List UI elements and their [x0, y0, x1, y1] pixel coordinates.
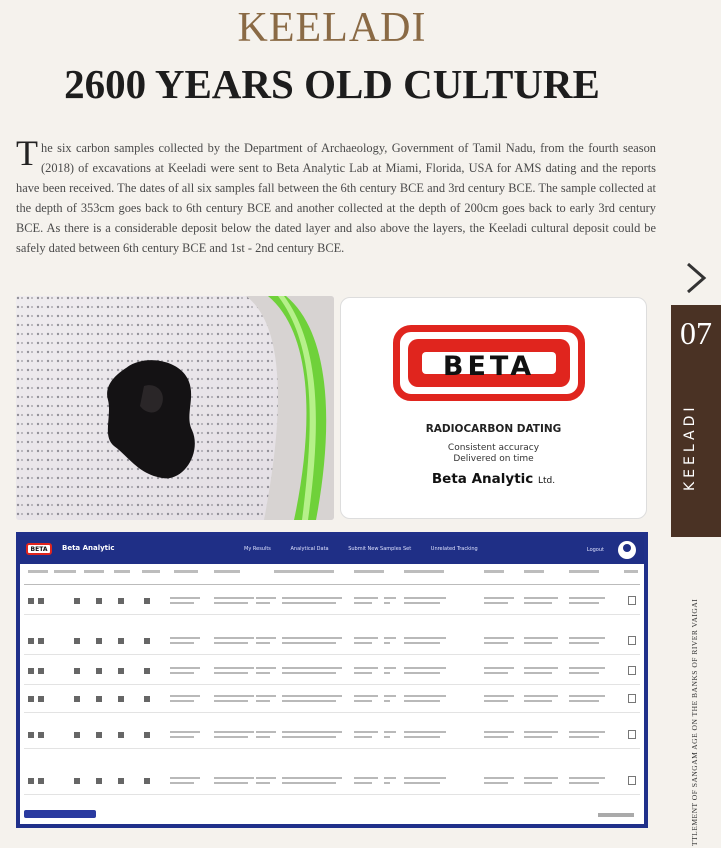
report-table-row: [24, 628, 640, 655]
row-cell: [404, 672, 440, 674]
row-cell: [214, 695, 254, 697]
row-icon: [96, 696, 102, 702]
row-cell: [484, 602, 508, 604]
service-label: RADIOCARBON DATING: [425, 423, 562, 435]
row-cell: [256, 782, 270, 784]
row-icon: [144, 778, 150, 784]
row-cell: [256, 642, 270, 644]
row-cell: [524, 642, 552, 644]
row-icon: [144, 598, 150, 604]
beta-report-screenshot: [16, 532, 648, 828]
row-cell: [484, 672, 508, 674]
row-cell: [484, 782, 508, 784]
row-cell: [282, 736, 336, 738]
report-table-row: [24, 658, 640, 685]
row-cell: [256, 597, 276, 599]
row-cell: [484, 667, 514, 669]
row-cell: [524, 637, 558, 639]
row-icon: [118, 668, 124, 674]
row-cell: [569, 642, 599, 644]
row-cell: [256, 602, 270, 604]
tagline: [341, 443, 646, 465]
row-cell: [214, 782, 248, 784]
row-cell: [484, 637, 514, 639]
report-action-button: [24, 810, 96, 818]
row-icon: [28, 668, 34, 674]
report-footer-link: [598, 813, 634, 817]
row-cell: [524, 602, 552, 604]
row-cell: [170, 637, 200, 639]
beta-logo-text: BETA: [422, 352, 556, 374]
row-cell: [524, 672, 552, 674]
beta-logo: [393, 325, 585, 401]
row-icon: [28, 778, 34, 784]
row-cell: [524, 736, 552, 738]
row-cell: [282, 597, 342, 599]
row-cell: [354, 602, 372, 604]
row-cell: [256, 695, 276, 697]
row-icon: [74, 598, 80, 604]
row-icon: [28, 696, 34, 702]
row-cell: [404, 597, 446, 599]
beta-analytic-logo-card: [340, 297, 647, 519]
row-cell: [484, 736, 508, 738]
row-cell: [256, 637, 276, 639]
report-table-row: [24, 768, 640, 795]
row-cell: [569, 731, 605, 733]
row-cell: [569, 597, 605, 599]
row-cell: [384, 672, 390, 674]
row-icon: [28, 638, 34, 644]
report-table-row: [24, 588, 640, 615]
row-cell: [354, 642, 372, 644]
excavation-sample-photo: [16, 296, 334, 520]
page-number: 07: [680, 315, 712, 351]
row-cell: [524, 782, 552, 784]
row-checkbox: [628, 730, 636, 739]
row-cell: [170, 695, 200, 697]
row-cell: [484, 597, 514, 599]
row-icon: [74, 732, 80, 738]
row-cell: [404, 667, 446, 669]
report-table-header: [24, 568, 640, 585]
row-cell: [170, 672, 194, 674]
row-cell: [282, 777, 342, 779]
report-nav-item: Analytical Data: [290, 546, 329, 552]
row-cell: [354, 597, 378, 599]
row-cell: [569, 777, 605, 779]
row-icon: [118, 638, 124, 644]
drop-cap: T: [16, 133, 38, 173]
row-cell: [282, 602, 336, 604]
row-cell: [524, 731, 558, 733]
row-cell: [524, 597, 558, 599]
row-cell: [384, 700, 390, 702]
row-cell: [524, 777, 558, 779]
row-cell: [484, 700, 508, 702]
company-suffix: Ltd.: [537, 476, 556, 486]
row-icon: [74, 668, 80, 674]
row-cell: [170, 597, 200, 599]
row-cell: [384, 642, 390, 644]
row-cell: [170, 731, 200, 733]
row-cell: [569, 700, 599, 702]
row-icon: [38, 732, 44, 738]
beta-logo-frame: [408, 339, 570, 387]
row-cell: [384, 736, 390, 738]
row-icon: [144, 696, 150, 702]
row-cell: [282, 642, 336, 644]
excavation-sample-image: [16, 296, 334, 520]
article-text: he six carbon samples collected by the Department of Archaeology, Government of Tamil Nadu, from the fourth season (2018) of excavations at Keeladi were sent to Beta Analytic Lab at Miami, Florida, USA for AMS dating and the reports have been received. The dates of all six samples fall between the 6th century BCE and 3rd century BCE. The sample collected at the depth of 353cm goes back to 6th century BCE and another collected at the depth of 200cm goes back to early 3rd century BCE. As there is a considerable deposit below the dated layer and also above the layers, the Keeladi cultural deposit could be safely dated between 6th century BCE and 1st - 2nd century BCE.: [16, 141, 656, 255]
row-cell: [404, 777, 446, 779]
report-brand: Beta Analytic: [62, 544, 115, 552]
row-cell: [256, 672, 270, 674]
report-header-bar: [20, 536, 644, 564]
report-nav: [244, 546, 496, 552]
company-name-text: Beta Analytic: [431, 471, 534, 487]
row-icon: [38, 696, 44, 702]
row-cell: [484, 642, 508, 644]
row-cell: [354, 667, 378, 669]
row-checkbox: [628, 776, 636, 785]
row-cell: [214, 637, 254, 639]
row-cell: [170, 700, 194, 702]
row-icon: [74, 638, 80, 644]
row-cell: [384, 782, 390, 784]
row-checkbox: [628, 666, 636, 675]
row-icon: [118, 732, 124, 738]
row-cell: [354, 777, 378, 779]
row-cell: [484, 777, 514, 779]
row-cell: [214, 777, 254, 779]
row-icon: [38, 598, 44, 604]
row-cell: [282, 695, 342, 697]
row-cell: [282, 782, 336, 784]
row-icon: [38, 638, 44, 644]
row-cell: [282, 637, 342, 639]
row-cell: [569, 637, 605, 639]
row-cell: [256, 777, 276, 779]
section-label: KEELADI: [682, 403, 698, 492]
row-cell: [282, 672, 336, 674]
row-icon: [96, 732, 102, 738]
row-cell: [404, 602, 440, 604]
row-icon: [144, 732, 150, 738]
row-cell: [354, 672, 372, 674]
row-cell: [354, 695, 378, 697]
user-avatar-icon: [618, 541, 636, 559]
row-cell: [214, 642, 248, 644]
row-icon: [118, 598, 124, 604]
row-cell: [569, 782, 599, 784]
row-checkbox: [628, 694, 636, 703]
side-caption: TTLEMENT OF SANGAM AGE ON THE BANKS OF RIVER VAIGAI: [690, 598, 699, 846]
row-cell: [170, 667, 200, 669]
row-cell: [214, 700, 248, 702]
page-subtitle: 2600 YEARS OLD CULTURE: [64, 61, 600, 107]
row-cell: [404, 695, 446, 697]
row-icon: [96, 778, 102, 784]
row-cell: [354, 731, 378, 733]
row-icon: [28, 598, 34, 604]
row-cell: [354, 637, 378, 639]
row-cell: [256, 731, 276, 733]
row-cell: [384, 777, 396, 779]
row-cell: [404, 736, 440, 738]
row-cell: [214, 667, 254, 669]
row-cell: [354, 700, 372, 702]
row-icon: [118, 696, 124, 702]
row-cell: [256, 667, 276, 669]
row-cell: [569, 736, 599, 738]
row-cell: [170, 777, 200, 779]
row-cell: [384, 602, 390, 604]
report-table-row: [24, 722, 640, 749]
row-cell: [256, 700, 270, 702]
row-cell: [484, 695, 514, 697]
row-icon: [118, 778, 124, 784]
row-cell: [569, 602, 599, 604]
tagline-line-2: Delivered on time: [453, 454, 534, 464]
row-cell: [170, 602, 194, 604]
row-icon: [38, 668, 44, 674]
row-cell: [484, 731, 514, 733]
report-user-link: Logout: [586, 547, 604, 553]
row-icon: [144, 638, 150, 644]
row-cell: [569, 667, 605, 669]
row-cell: [214, 597, 254, 599]
row-cell: [354, 782, 372, 784]
report-table-row: [24, 686, 640, 713]
report-logo: BETA: [26, 543, 52, 555]
row-cell: [282, 667, 342, 669]
row-cell: [384, 597, 396, 599]
row-cell: [170, 642, 194, 644]
row-icon: [96, 598, 102, 604]
report-nav-item: Submit New Samples Set: [348, 546, 412, 552]
row-cell: [214, 736, 248, 738]
row-cell: [282, 700, 336, 702]
row-icon: [144, 668, 150, 674]
row-cell: [404, 700, 440, 702]
row-cell: [214, 672, 248, 674]
row-cell: [524, 695, 558, 697]
row-cell: [524, 667, 558, 669]
row-cell: [524, 700, 552, 702]
report-nav-item: Unrelated Tracking: [430, 546, 478, 552]
row-cell: [404, 782, 440, 784]
row-cell: [214, 602, 248, 604]
row-icon: [28, 732, 34, 738]
row-icon: [74, 696, 80, 702]
section-tab: [671, 305, 721, 537]
row-cell: [569, 672, 599, 674]
row-checkbox: [628, 596, 636, 605]
row-cell: [569, 695, 605, 697]
article-paragraph: [16, 133, 656, 258]
company-name: [341, 471, 646, 487]
row-cell: [404, 731, 446, 733]
row-cell: [404, 642, 440, 644]
row-cell: [384, 695, 396, 697]
row-cell: [384, 637, 396, 639]
row-checkbox: [628, 636, 636, 645]
row-cell: [354, 736, 372, 738]
row-cell: [170, 736, 194, 738]
row-cell: [170, 782, 194, 784]
row-cell: [256, 736, 270, 738]
tagline-line-1: Consistent accuracy: [447, 443, 540, 453]
report-nav-item: My Results: [244, 546, 271, 552]
row-icon: [38, 778, 44, 784]
row-icon: [74, 778, 80, 784]
row-cell: [404, 637, 446, 639]
row-cell: [384, 667, 396, 669]
row-cell: [282, 731, 342, 733]
row-cell: [384, 731, 396, 733]
page-title: KEELADI: [237, 5, 427, 51]
chevron-right-icon[interactable]: [676, 258, 716, 298]
row-cell: [214, 731, 254, 733]
row-icon: [96, 668, 102, 674]
row-icon: [96, 638, 102, 644]
